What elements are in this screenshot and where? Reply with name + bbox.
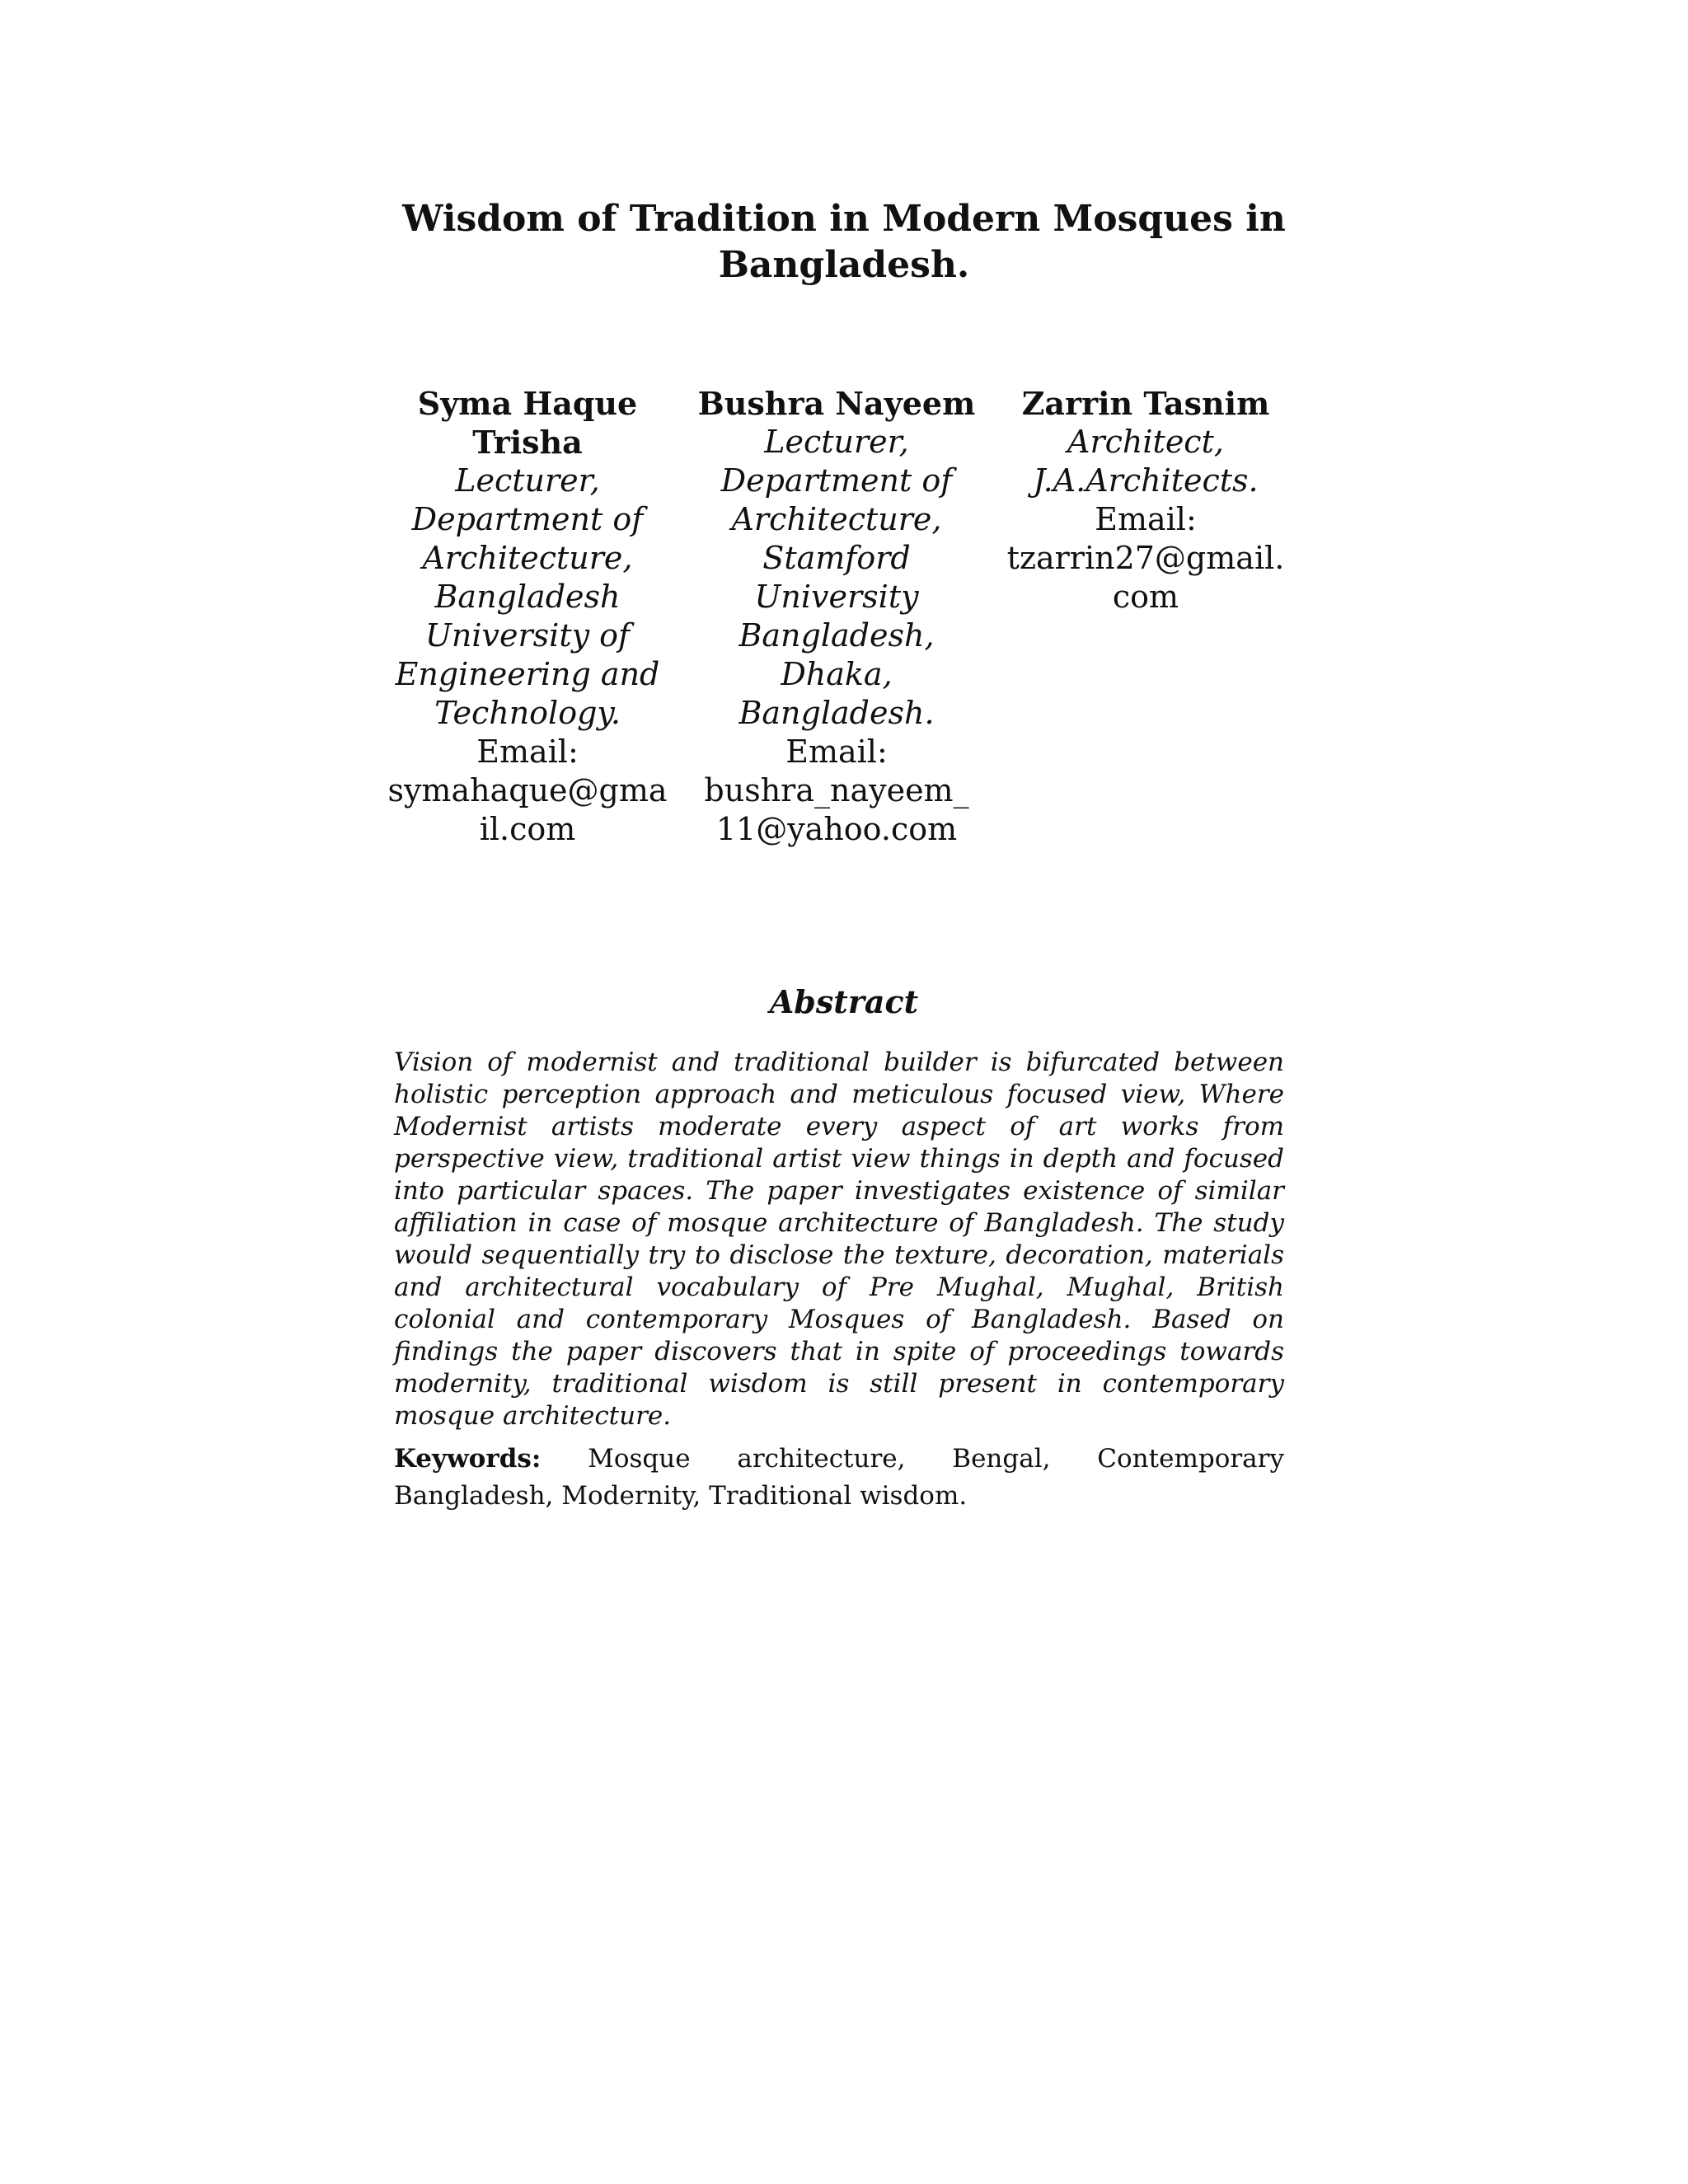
author-email: symahaque@gmail.com bbox=[387, 772, 668, 847]
title-line: Bangladesh. bbox=[718, 244, 970, 286]
author-card bbox=[1006, 384, 1286, 616]
email-label: Email: bbox=[1095, 501, 1197, 537]
keywords-text: Mosque architecture, Bengal, Contemporary Bangladesh, Modernity, Traditional wisdom. bbox=[394, 1444, 1284, 1511]
author-affiliation: Architect, J.A.Architects. bbox=[1033, 424, 1259, 499]
title-line: Wisdom of Tradition in Modern Mosques in bbox=[402, 198, 1286, 240]
email-label: Email: bbox=[785, 733, 888, 770]
author-name: Syma Haque Trisha bbox=[417, 385, 638, 461]
author-name: Bushra Nayeem bbox=[697, 385, 976, 422]
email-label: Email: bbox=[476, 733, 579, 770]
abstract-heading: Abstract bbox=[769, 983, 919, 1020]
paper-title bbox=[0, 196, 1688, 288]
keywords-paragraph bbox=[394, 1441, 1284, 1515]
author-affiliation: Lecturer, Department of Architecture, Stamford University Bangladesh, Dhaka, Bangladesh. bbox=[720, 424, 953, 731]
author-affiliation: Lecturer, Department of Architecture, Bangladesh University of Engineering and Technology. bbox=[395, 462, 660, 731]
author-card bbox=[387, 384, 668, 849]
author-card bbox=[696, 384, 977, 849]
author-name: Zarrin Tasnim bbox=[1021, 385, 1270, 422]
abstract-text: Vision of modernist and traditional builder is bifurcated between holistic perception approach and meticulous focused view, Where Modernist artists moderate every aspect of art works from perspective view, traditional artist view things in depth and focused into particular spaces. The paper investigates existence of similar affiliation in case of mosque architecture of Bangladesh. The study would sequentially try to disclose the texture, decoration, materials and architectural vocabulary of Pre Mughal, Mughal, British colonial and contemporary Mosques of Bangladesh. Based on findings the paper discovers that in spite of proceedings towards modernity, traditional wisdom is still present in contemporary mosque architecture. bbox=[394, 1047, 1284, 1431]
author-email: bushra_nayeem_11@yahoo.com bbox=[704, 772, 969, 847]
keywords-label: Keywords: bbox=[394, 1444, 542, 1474]
author-email: tzarrin27@gmail.com bbox=[1006, 540, 1285, 615]
